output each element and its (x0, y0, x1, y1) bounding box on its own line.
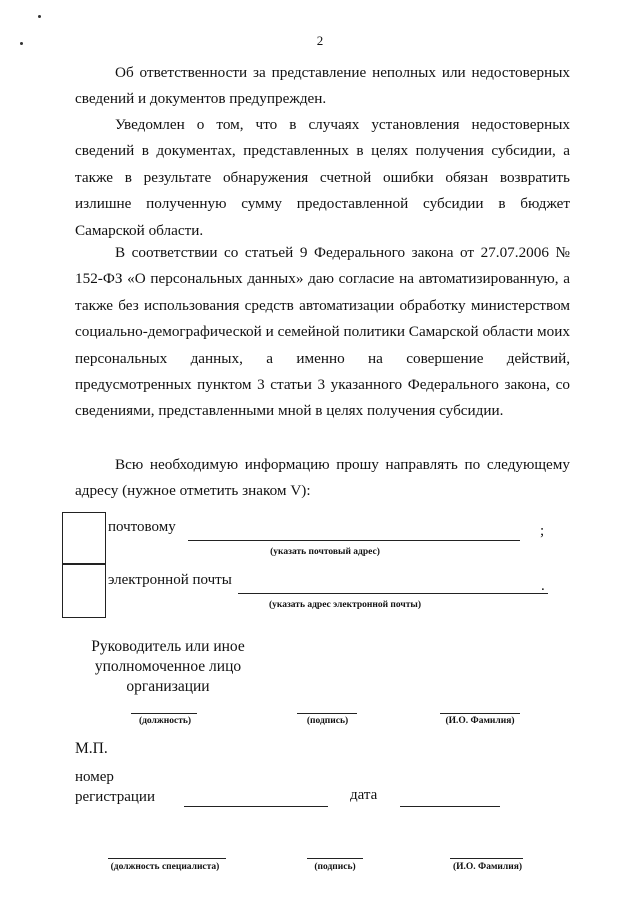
registration-number-label (75, 767, 155, 807)
email-line-end: . (541, 578, 545, 594)
email-option-label: электронной почты (108, 572, 232, 588)
stamp-label: М.П. (75, 740, 108, 757)
registration-label-line2: регистрации (75, 789, 155, 805)
signature-line[interactable] (297, 713, 357, 714)
position-hint: (должность) (138, 716, 192, 726)
email-address-line[interactable] (238, 593, 548, 594)
specialist-signature-hint: (подпись) (314, 862, 356, 872)
specialist-position-line[interactable] (108, 858, 226, 859)
registration-number-line[interactable] (184, 806, 328, 807)
postal-checkbox[interactable] (62, 512, 106, 565)
email-checkbox[interactable] (62, 563, 106, 618)
postal-address-line[interactable] (188, 540, 520, 541)
postal-option-label: почтовому (108, 519, 176, 535)
name-line[interactable] (440, 713, 520, 714)
signatory-title (78, 637, 258, 697)
specialist-signature-line[interactable] (307, 858, 363, 859)
date-line[interactable] (400, 806, 500, 807)
specialist-position-hint: (должность специалиста) (110, 862, 220, 872)
page-number: 2 (316, 33, 324, 48)
specialist-name-hint: (И.О. Фамилия) (452, 862, 523, 872)
postal-line-end: ; (540, 523, 545, 539)
responsibility-paragraph: Об ответственности за представление неполных или недостоверных сведений и документов предупрежден. (75, 64, 570, 108)
specialist-name-line[interactable] (450, 858, 523, 859)
signatory-title-line2: уполномоченное лицо (94, 658, 242, 675)
scan-speck (38, 15, 41, 18)
email-address-hint: (указать адрес электронной почты) (268, 600, 422, 610)
registration-label-line1: номер (75, 769, 114, 785)
date-label: дата (350, 787, 378, 803)
signature-hint: (подпись) (306, 716, 349, 726)
position-line[interactable] (131, 713, 197, 714)
signatory-title-line1: Руководитель или иное (91, 638, 245, 655)
consent-paragraph: В соответствии со статьей 9 Федерального закона от 27.07.2006 № 152-ФЗ «О персональных данных» даю согласие на автоматизированную, а также без использования средств автоматизации обработку министерством социально-демографической и семейной политики Самарской области моих персональных данных, а именно на совершение действий, предусмотренных пунктом 3 статьи 3 указанного Федерального закона, со сведениями, представленными мной в целях получения субсидии. (75, 244, 570, 420)
name-hint: (И.О. Фамилия) (445, 716, 515, 726)
signatory-title-line3: организации (126, 678, 210, 695)
address-request-paragraph: Всю необходимую информацию прошу направлять по следующему адресу (нужное отметить знаком V): (75, 456, 570, 500)
postal-address-hint: (указать почтовый адрес) (270, 547, 380, 557)
notification-paragraph: Уведомлен о том, что в случаях установления недостоверных сведений в документах, представленных в целях получения субсидии, а также в результате обнаружения счетной ошибки обязан возвратить излишне полученную сумму предоставленной субсидии в бюджет Самарской области. (75, 116, 570, 239)
